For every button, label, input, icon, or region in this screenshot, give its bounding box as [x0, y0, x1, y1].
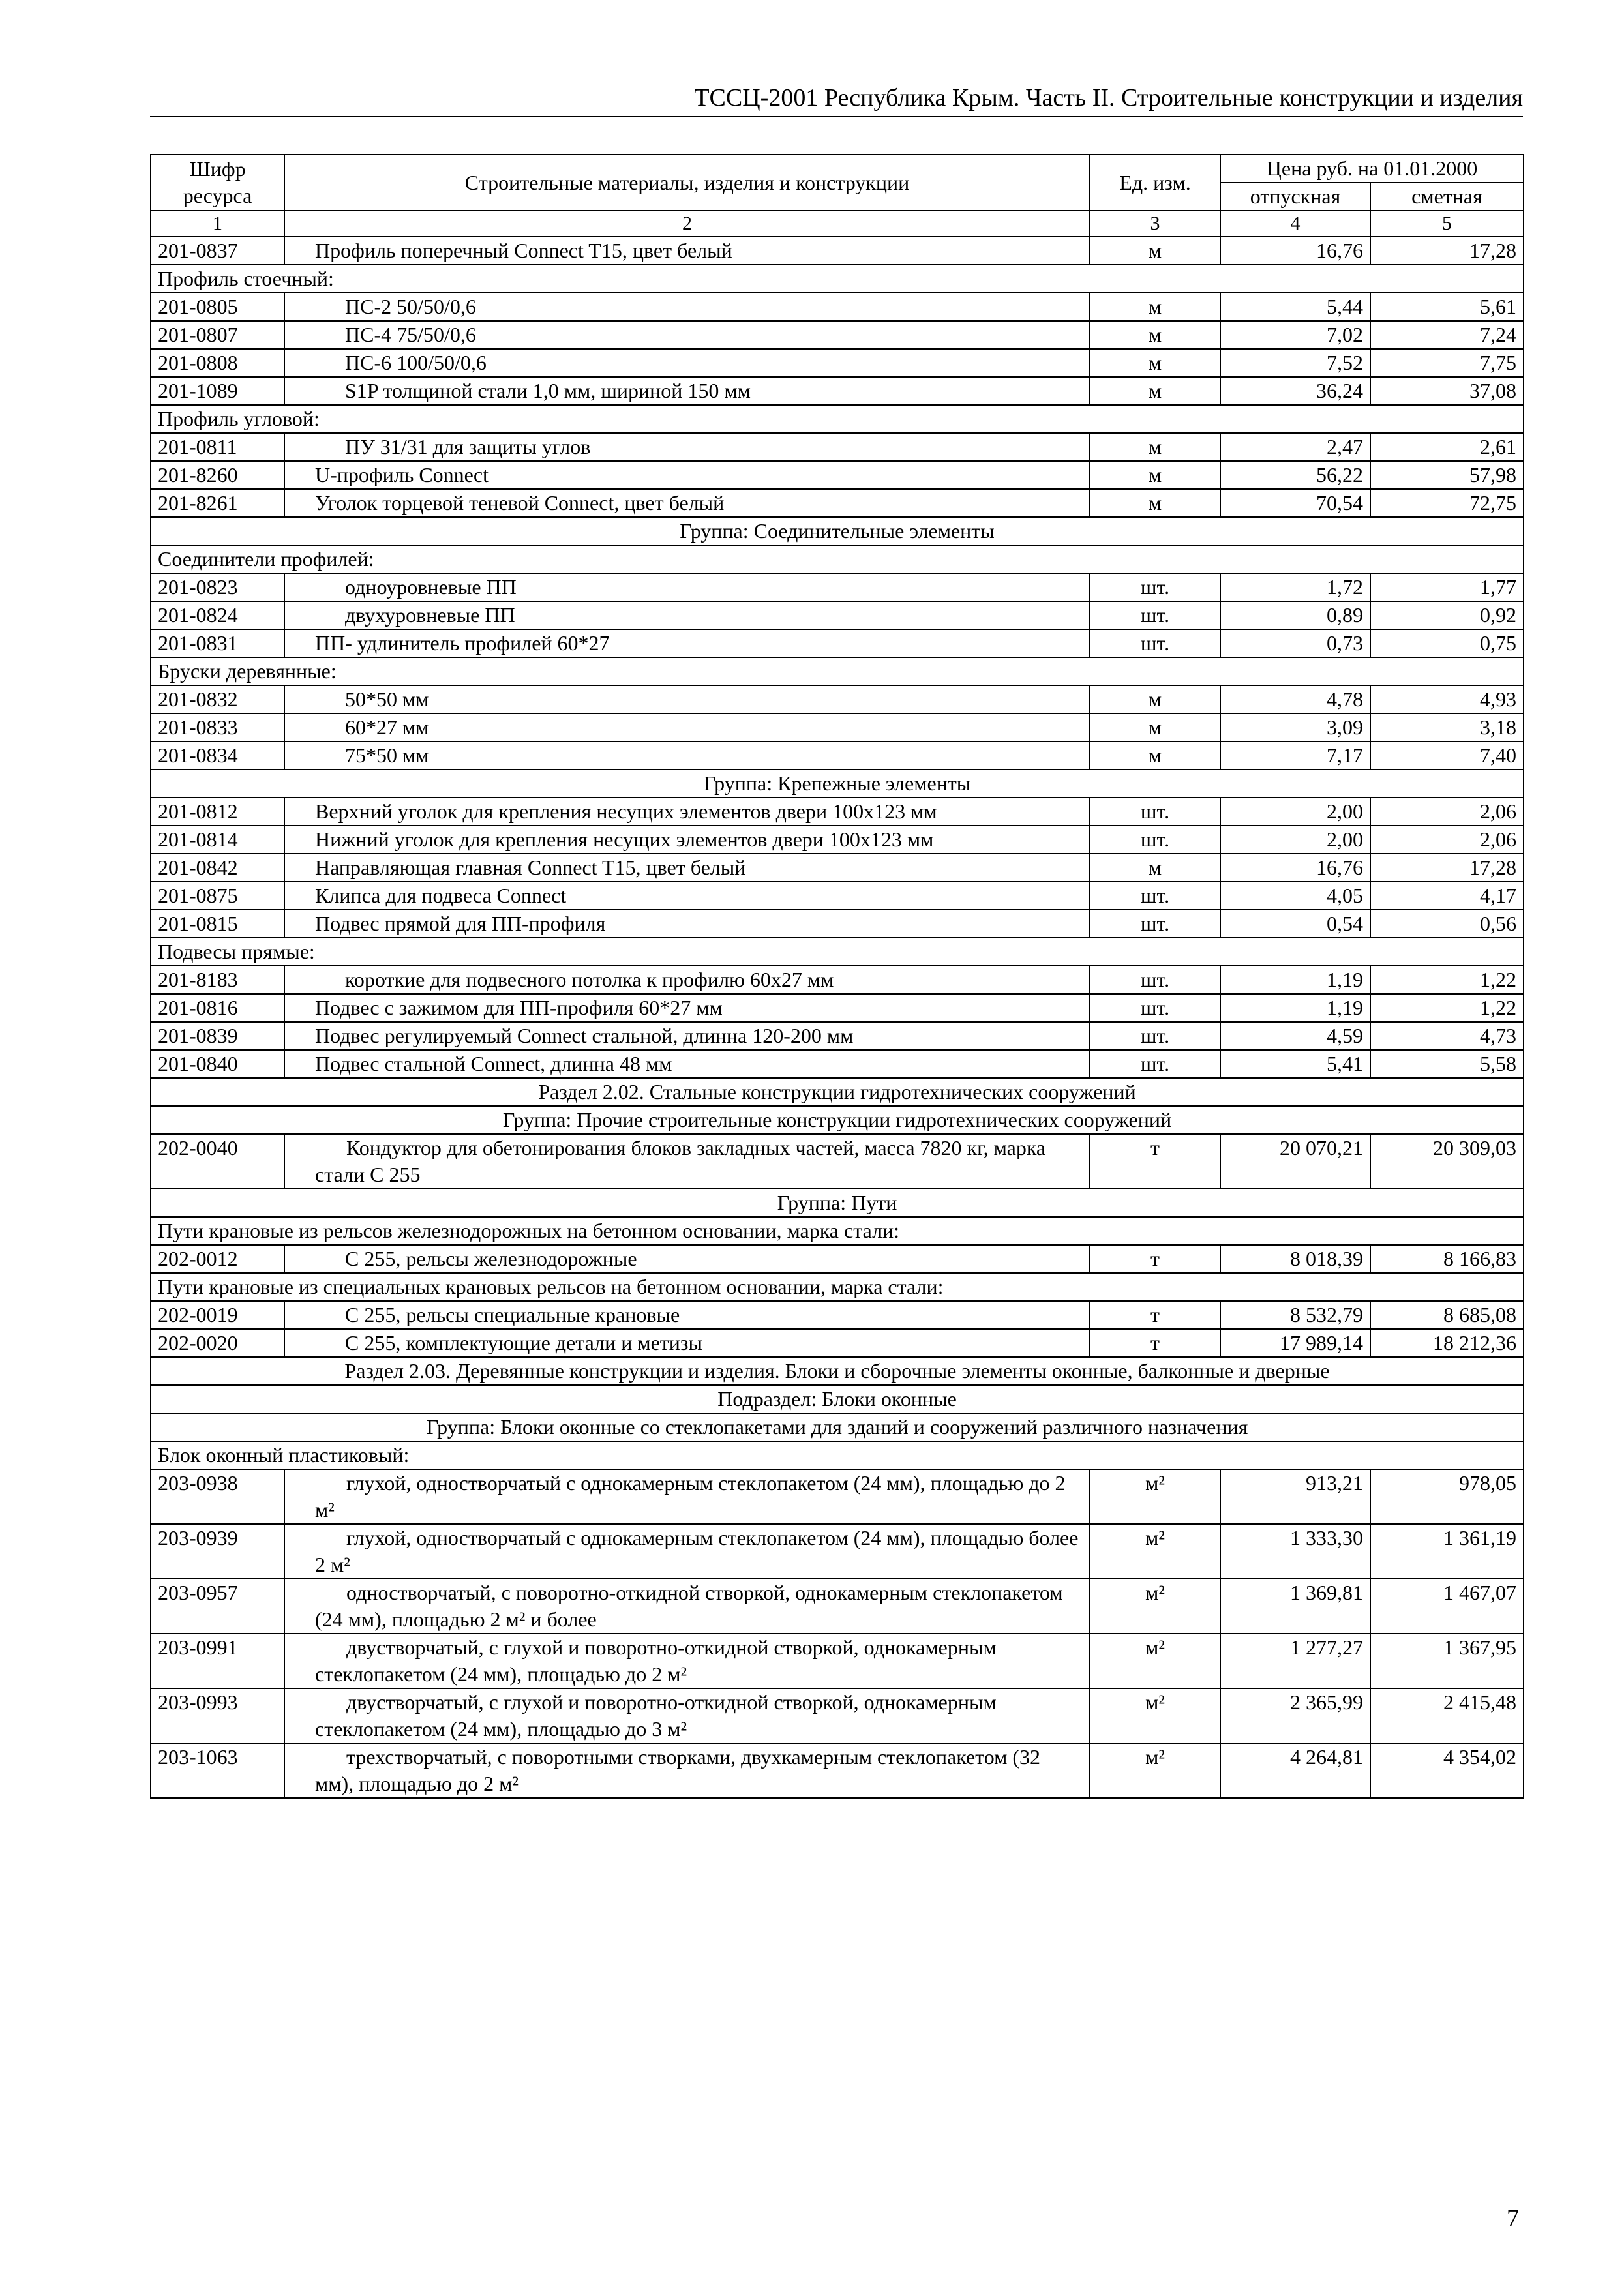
release-price: 1,19	[1220, 994, 1370, 1022]
estimate-price: 1 361,19	[1370, 1524, 1524, 1579]
subgroup-row	[151, 265, 1524, 293]
estimate-price: 3,18	[1370, 713, 1524, 741]
subgroup-title: Бруски деревянные:	[151, 657, 1524, 685]
resource-code: 203-0938	[151, 1469, 284, 1524]
group-row	[151, 1106, 1524, 1134]
release-price: 0,54	[1220, 910, 1370, 938]
resource-code: 201-0823	[151, 573, 284, 601]
release-price: 0,89	[1220, 601, 1370, 629]
unit-cell: м	[1090, 293, 1220, 321]
unit-cell: м	[1090, 433, 1220, 461]
section-title: Раздел 2.03. Деревянные конструкции и изделия. Блоки и сборочные элементы оконные, балконные и дверные	[151, 1357, 1524, 1385]
resource-code: 201-0833	[151, 713, 284, 741]
unit-cell: м	[1090, 713, 1220, 741]
resource-name: Уголок торцевой теневой Connect, цвет белый	[284, 489, 1090, 517]
release-price: 2 365,99	[1220, 1688, 1370, 1743]
resource-code: 201-0839	[151, 1022, 284, 1050]
table-row	[151, 1524, 1524, 1579]
resource-name: ПС-2 50/50/0,6	[284, 293, 1090, 321]
unit-cell: м	[1090, 741, 1220, 770]
resource-name: Профиль поперечный Connect T15, цвет белый	[284, 237, 1090, 265]
estimate-price: 7,24	[1370, 321, 1524, 349]
table-row	[151, 1301, 1524, 1329]
unit-cell: м	[1090, 321, 1220, 349]
subgroup-row	[151, 1273, 1524, 1301]
col-num: 2	[284, 211, 1090, 237]
resource-code: 201-0824	[151, 601, 284, 629]
unit-cell: м	[1090, 854, 1220, 882]
estimate-price: 17,28	[1370, 854, 1524, 882]
subgroup-row	[151, 405, 1524, 433]
resource-name: двухуровневые ПП	[284, 601, 1090, 629]
resource-name: двустворчатый, с глухой и поворотно-откидной створкой, однокамерным стеклопакетом (24 мм), площадью до 3 м²	[284, 1688, 1090, 1743]
estimate-price: 8 685,08	[1370, 1301, 1524, 1329]
unit-cell: м²	[1090, 1743, 1220, 1798]
resource-code: 201-0840	[151, 1050, 284, 1078]
unit-cell: м	[1090, 489, 1220, 517]
release-price: 8 532,79	[1220, 1301, 1370, 1329]
resource-code: 203-0993	[151, 1688, 284, 1743]
estimate-price: 72,75	[1370, 489, 1524, 517]
estimate-price: 7,75	[1370, 349, 1524, 377]
release-price: 5,41	[1220, 1050, 1370, 1078]
resource-code: 203-0957	[151, 1579, 284, 1634]
table-row	[151, 629, 1524, 657]
resource-code: 201-8183	[151, 966, 284, 994]
release-price: 3,09	[1220, 713, 1370, 741]
resource-code: 202-0020	[151, 1329, 284, 1357]
resource-code: 202-0019	[151, 1301, 284, 1329]
subgroup-row	[151, 1217, 1524, 1245]
unit-cell: м	[1090, 461, 1220, 489]
table-row	[151, 741, 1524, 770]
release-price: 1 369,81	[1220, 1579, 1370, 1634]
group-row	[151, 770, 1524, 798]
resource-code: 202-0012	[151, 1245, 284, 1273]
table-row	[151, 1469, 1524, 1524]
resource-name: Подвес регулируемый Connect стальной, длинна 120-200 мм	[284, 1022, 1090, 1050]
subgroup-row	[151, 1441, 1524, 1469]
resource-name: ПС-6 100/50/0,6	[284, 349, 1090, 377]
unit-cell: м	[1090, 685, 1220, 713]
table-row	[151, 433, 1524, 461]
resource-name: трехстворчатый, с поворотными створками, двухкамерным стеклопакетом (32 мм), площадью до 2 м²	[284, 1743, 1090, 1798]
estimate-price: 2,06	[1370, 826, 1524, 854]
estimate-price: 4,73	[1370, 1022, 1524, 1050]
estimate-price: 2,06	[1370, 798, 1524, 826]
table-row	[151, 854, 1524, 882]
unit-cell: шт.	[1090, 629, 1220, 657]
estimate-price: 37,08	[1370, 377, 1524, 405]
table-row	[151, 685, 1524, 713]
resource-code: 201-8260	[151, 461, 284, 489]
resource-code: 202-0040	[151, 1134, 284, 1189]
unit-cell: шт.	[1090, 1050, 1220, 1078]
release-price: 913,21	[1220, 1469, 1370, 1524]
resource-name: одноуровневые ПП	[284, 573, 1090, 601]
resource-name: глухой, одностворчатый с однокамерным стеклопакетом (24 мм), площадью более 2 м²	[284, 1524, 1090, 1579]
release-price: 36,24	[1220, 377, 1370, 405]
release-price: 1 333,30	[1220, 1524, 1370, 1579]
resource-code: 201-0814	[151, 826, 284, 854]
release-price: 1 277,27	[1220, 1634, 1370, 1688]
subgroup-title: Пути крановые из специальных крановых рельсов на бетонном основании, марка стали:	[151, 1273, 1524, 1301]
table-row	[151, 573, 1524, 601]
subgroup-title: Пути крановые из рельсов железнодорожных на бетонном основании, марка стали:	[151, 1217, 1524, 1245]
estimate-price: 4,17	[1370, 882, 1524, 910]
unit-cell: м	[1090, 349, 1220, 377]
unit-cell: м²	[1090, 1688, 1220, 1743]
resource-name: 50*50 мм	[284, 685, 1090, 713]
table-row	[151, 1579, 1524, 1634]
resource-code: 201-0875	[151, 882, 284, 910]
col-num: 5	[1370, 211, 1524, 237]
unit-cell: шт.	[1090, 826, 1220, 854]
col-head-unit: Ед. изм.	[1090, 155, 1220, 211]
unit-cell: шт.	[1090, 882, 1220, 910]
estimate-price: 17,28	[1370, 237, 1524, 265]
estimate-price: 20 309,03	[1370, 1134, 1524, 1189]
release-price: 20 070,21	[1220, 1134, 1370, 1189]
group-title: Подраздел: Блоки оконные	[151, 1385, 1524, 1413]
resource-name: Подвес стальной Connect, длинна 48 мм	[284, 1050, 1090, 1078]
resource-name: 75*50 мм	[284, 741, 1090, 770]
table-row	[151, 994, 1524, 1022]
table-row	[151, 1634, 1524, 1688]
resource-code: 203-0991	[151, 1634, 284, 1688]
resource-code: 201-0811	[151, 433, 284, 461]
resource-name: Кондуктор для обетонирования блоков закладных частей, масса 7820 кг, марка стали С 255	[284, 1134, 1090, 1189]
unit-cell: шт.	[1090, 1022, 1220, 1050]
resource-code: 203-1063	[151, 1743, 284, 1798]
table-row	[151, 910, 1524, 938]
unit-cell: т	[1090, 1301, 1220, 1329]
col-num: 1	[151, 211, 284, 237]
table-row	[151, 966, 1524, 994]
release-price: 5,44	[1220, 293, 1370, 321]
table-row	[151, 293, 1524, 321]
table-row	[151, 1245, 1524, 1273]
subgroup-row	[151, 545, 1524, 573]
release-price: 1,19	[1220, 966, 1370, 994]
subgroup-title: Подвесы прямые:	[151, 938, 1524, 966]
page-number: 7	[1507, 2205, 1519, 2232]
price-table	[150, 154, 1524, 1799]
resource-name: Верхний уголок для крепления несущих элементов двери 100х123 мм	[284, 798, 1090, 826]
unit-cell: м²	[1090, 1524, 1220, 1579]
estimate-price: 5,61	[1370, 293, 1524, 321]
estimate-price: 4,93	[1370, 685, 1524, 713]
table-row	[151, 1050, 1524, 1078]
table-row	[151, 461, 1524, 489]
estimate-price: 18 212,36	[1370, 1329, 1524, 1357]
resource-name: Клипса для подвеса Connect	[284, 882, 1090, 910]
subgroup-row	[151, 938, 1524, 966]
table-row	[151, 1743, 1524, 1798]
table-row	[151, 1022, 1524, 1050]
unit-cell: т	[1090, 1329, 1220, 1357]
col-head-price: Цена руб. на 01.01.2000	[1220, 155, 1524, 183]
estimate-price: 1,22	[1370, 994, 1524, 1022]
subgroup-title: Блок оконный пластиковый:	[151, 1441, 1524, 1469]
release-price: 4 264,81	[1220, 1743, 1370, 1798]
estimate-price: 4 354,02	[1370, 1743, 1524, 1798]
group-title: Группа: Соединительные элементы	[151, 517, 1524, 545]
estimate-price: 0,56	[1370, 910, 1524, 938]
resource-name: ПУ 31/31 для защиты углов	[284, 433, 1090, 461]
unit-cell: т	[1090, 1134, 1220, 1189]
resource-name: глухой, одностворчатый с однокамерным стеклопакетом (24 мм), площадью до 2 м²	[284, 1469, 1090, 1524]
table-row	[151, 1688, 1524, 1743]
table-row	[151, 237, 1524, 265]
unit-cell: т	[1090, 1245, 1220, 1273]
resource-name: 60*27 мм	[284, 713, 1090, 741]
unit-cell: м	[1090, 237, 1220, 265]
resource-name: С 255, рельсы железнодорожные	[284, 1245, 1090, 1273]
table-row	[151, 1329, 1524, 1357]
unit-cell: шт.	[1090, 573, 1220, 601]
table-row	[151, 826, 1524, 854]
unit-cell: шт.	[1090, 798, 1220, 826]
release-price: 4,05	[1220, 882, 1370, 910]
resource-name: ПП- удлинитель профилей 60*27	[284, 629, 1090, 657]
estimate-price: 1 467,07	[1370, 1579, 1524, 1634]
table-row	[151, 321, 1524, 349]
resource-code: 201-0807	[151, 321, 284, 349]
resource-name: двустворчатый, с глухой и поворотно-откидной створкой, однокамерным стеклопакетом (24 мм), площадью до 2 м²	[284, 1634, 1090, 1688]
section-row	[151, 1357, 1524, 1385]
unit-cell: шт.	[1090, 910, 1220, 938]
col-head-release: отпускная	[1220, 183, 1370, 211]
table-row	[151, 601, 1524, 629]
resource-code: 201-0816	[151, 994, 284, 1022]
resource-code: 201-0837	[151, 237, 284, 265]
resource-name: Подвес прямой для ПП-профиля	[284, 910, 1090, 938]
subgroup-title: Профиль стоечный:	[151, 265, 1524, 293]
table-row	[151, 489, 1524, 517]
group-title: Группа: Прочие строительные конструкции гидротехнических сооружений	[151, 1106, 1524, 1134]
subgroup-row	[151, 657, 1524, 685]
estimate-price: 1,77	[1370, 573, 1524, 601]
subgroup-title: Профиль угловой:	[151, 405, 1524, 433]
table-body	[151, 237, 1524, 1798]
resource-code: 201-0815	[151, 910, 284, 938]
release-price: 2,00	[1220, 798, 1370, 826]
estimate-price: 7,40	[1370, 741, 1524, 770]
resource-name: Нижний уголок для крепления несущих элементов двери 100х123 мм	[284, 826, 1090, 854]
resource-name: короткие для подвесного потолка к профилю 60х27 мм	[284, 966, 1090, 994]
resource-name: ПС-4 75/50/0,6	[284, 321, 1090, 349]
header-rule	[150, 116, 1523, 117]
release-price: 1,72	[1220, 573, 1370, 601]
table-row	[151, 349, 1524, 377]
col-num: 4	[1220, 211, 1370, 237]
estimate-price: 2 415,48	[1370, 1688, 1524, 1743]
unit-cell: м²	[1090, 1469, 1220, 1524]
estimate-price: 57,98	[1370, 461, 1524, 489]
release-price: 7,17	[1220, 741, 1370, 770]
resource-code: 201-0831	[151, 629, 284, 657]
table-row	[151, 713, 1524, 741]
resource-name: S1P толщиной стали 1,0 мм, шириной 150 мм	[284, 377, 1090, 405]
estimate-price: 1,22	[1370, 966, 1524, 994]
release-price: 7,52	[1220, 349, 1370, 377]
unit-cell: м²	[1090, 1579, 1220, 1634]
resource-name: U-профиль Connect	[284, 461, 1090, 489]
group-title: Группа: Крепежные элементы	[151, 770, 1524, 798]
group-title: Группа: Блоки оконные со стеклопакетами для зданий и сооружений различного назначения	[151, 1413, 1524, 1441]
release-price: 2,00	[1220, 826, 1370, 854]
release-price: 17 989,14	[1220, 1329, 1370, 1357]
estimate-price: 2,61	[1370, 433, 1524, 461]
page-header: ТССЦ-2001 Республика Крым. Часть II. Строительные конструкции и изделия	[694, 84, 1523, 112]
resource-code: 201-8261	[151, 489, 284, 517]
release-price: 4,78	[1220, 685, 1370, 713]
resource-code: 201-0842	[151, 854, 284, 882]
estimate-price: 978,05	[1370, 1469, 1524, 1524]
estimate-price: 0,92	[1370, 601, 1524, 629]
resource-code: 201-0805	[151, 293, 284, 321]
col-num: 3	[1090, 211, 1220, 237]
section-row	[151, 1078, 1524, 1106]
resource-code: 201-0812	[151, 798, 284, 826]
unit-cell: шт.	[1090, 966, 1220, 994]
unit-cell: шт.	[1090, 994, 1220, 1022]
col-head-code: Шифр ресурса	[151, 155, 284, 211]
resource-name: С 255, рельсы специальные крановые	[284, 1301, 1090, 1329]
resource-code: 201-0808	[151, 349, 284, 377]
release-price: 7,02	[1220, 321, 1370, 349]
estimate-price: 0,75	[1370, 629, 1524, 657]
group-title: Группа: Пути	[151, 1189, 1524, 1217]
unit-cell: м	[1090, 377, 1220, 405]
group-row	[151, 1189, 1524, 1217]
resource-code: 201-1089	[151, 377, 284, 405]
section-title: Раздел 2.02. Стальные конструкции гидротехнических сооружений	[151, 1078, 1524, 1106]
unit-cell: м²	[1090, 1634, 1220, 1688]
release-price: 16,76	[1220, 237, 1370, 265]
subgroup-title: Соединители профилей:	[151, 545, 1524, 573]
estimate-price: 5,58	[1370, 1050, 1524, 1078]
release-price: 70,54	[1220, 489, 1370, 517]
release-price: 16,76	[1220, 854, 1370, 882]
group-row	[151, 517, 1524, 545]
resource-code: 201-0834	[151, 741, 284, 770]
resource-name: Подвес с зажимом для ПП-профиля 60*27 мм	[284, 994, 1090, 1022]
resource-name: Направляющая главная Connect T15, цвет белый	[284, 854, 1090, 882]
col-head-estimate: сметная	[1370, 183, 1524, 211]
estimate-price: 8 166,83	[1370, 1245, 1524, 1273]
release-price: 4,59	[1220, 1022, 1370, 1050]
resource-code: 201-0832	[151, 685, 284, 713]
col-head-name: Строительные материалы, изделия и конструкции	[284, 155, 1090, 211]
resource-name: С 255, комплектующие детали и метизы	[284, 1329, 1090, 1357]
release-price: 56,22	[1220, 461, 1370, 489]
unit-cell: шт.	[1090, 601, 1220, 629]
release-price: 8 018,39	[1220, 1245, 1370, 1273]
table-row	[151, 377, 1524, 405]
table-row	[151, 1134, 1524, 1189]
resource-name: одностворчатый, с поворотно-откидной створкой, однокамерным стеклопакетом (24 мм), площадью 2 м² и более	[284, 1579, 1090, 1634]
table-row	[151, 798, 1524, 826]
resource-code: 203-0939	[151, 1524, 284, 1579]
release-price: 2,47	[1220, 433, 1370, 461]
release-price: 0,73	[1220, 629, 1370, 657]
group-row	[151, 1413, 1524, 1441]
table-row	[151, 882, 1524, 910]
estimate-price: 1 367,95	[1370, 1634, 1524, 1688]
group-row	[151, 1385, 1524, 1413]
